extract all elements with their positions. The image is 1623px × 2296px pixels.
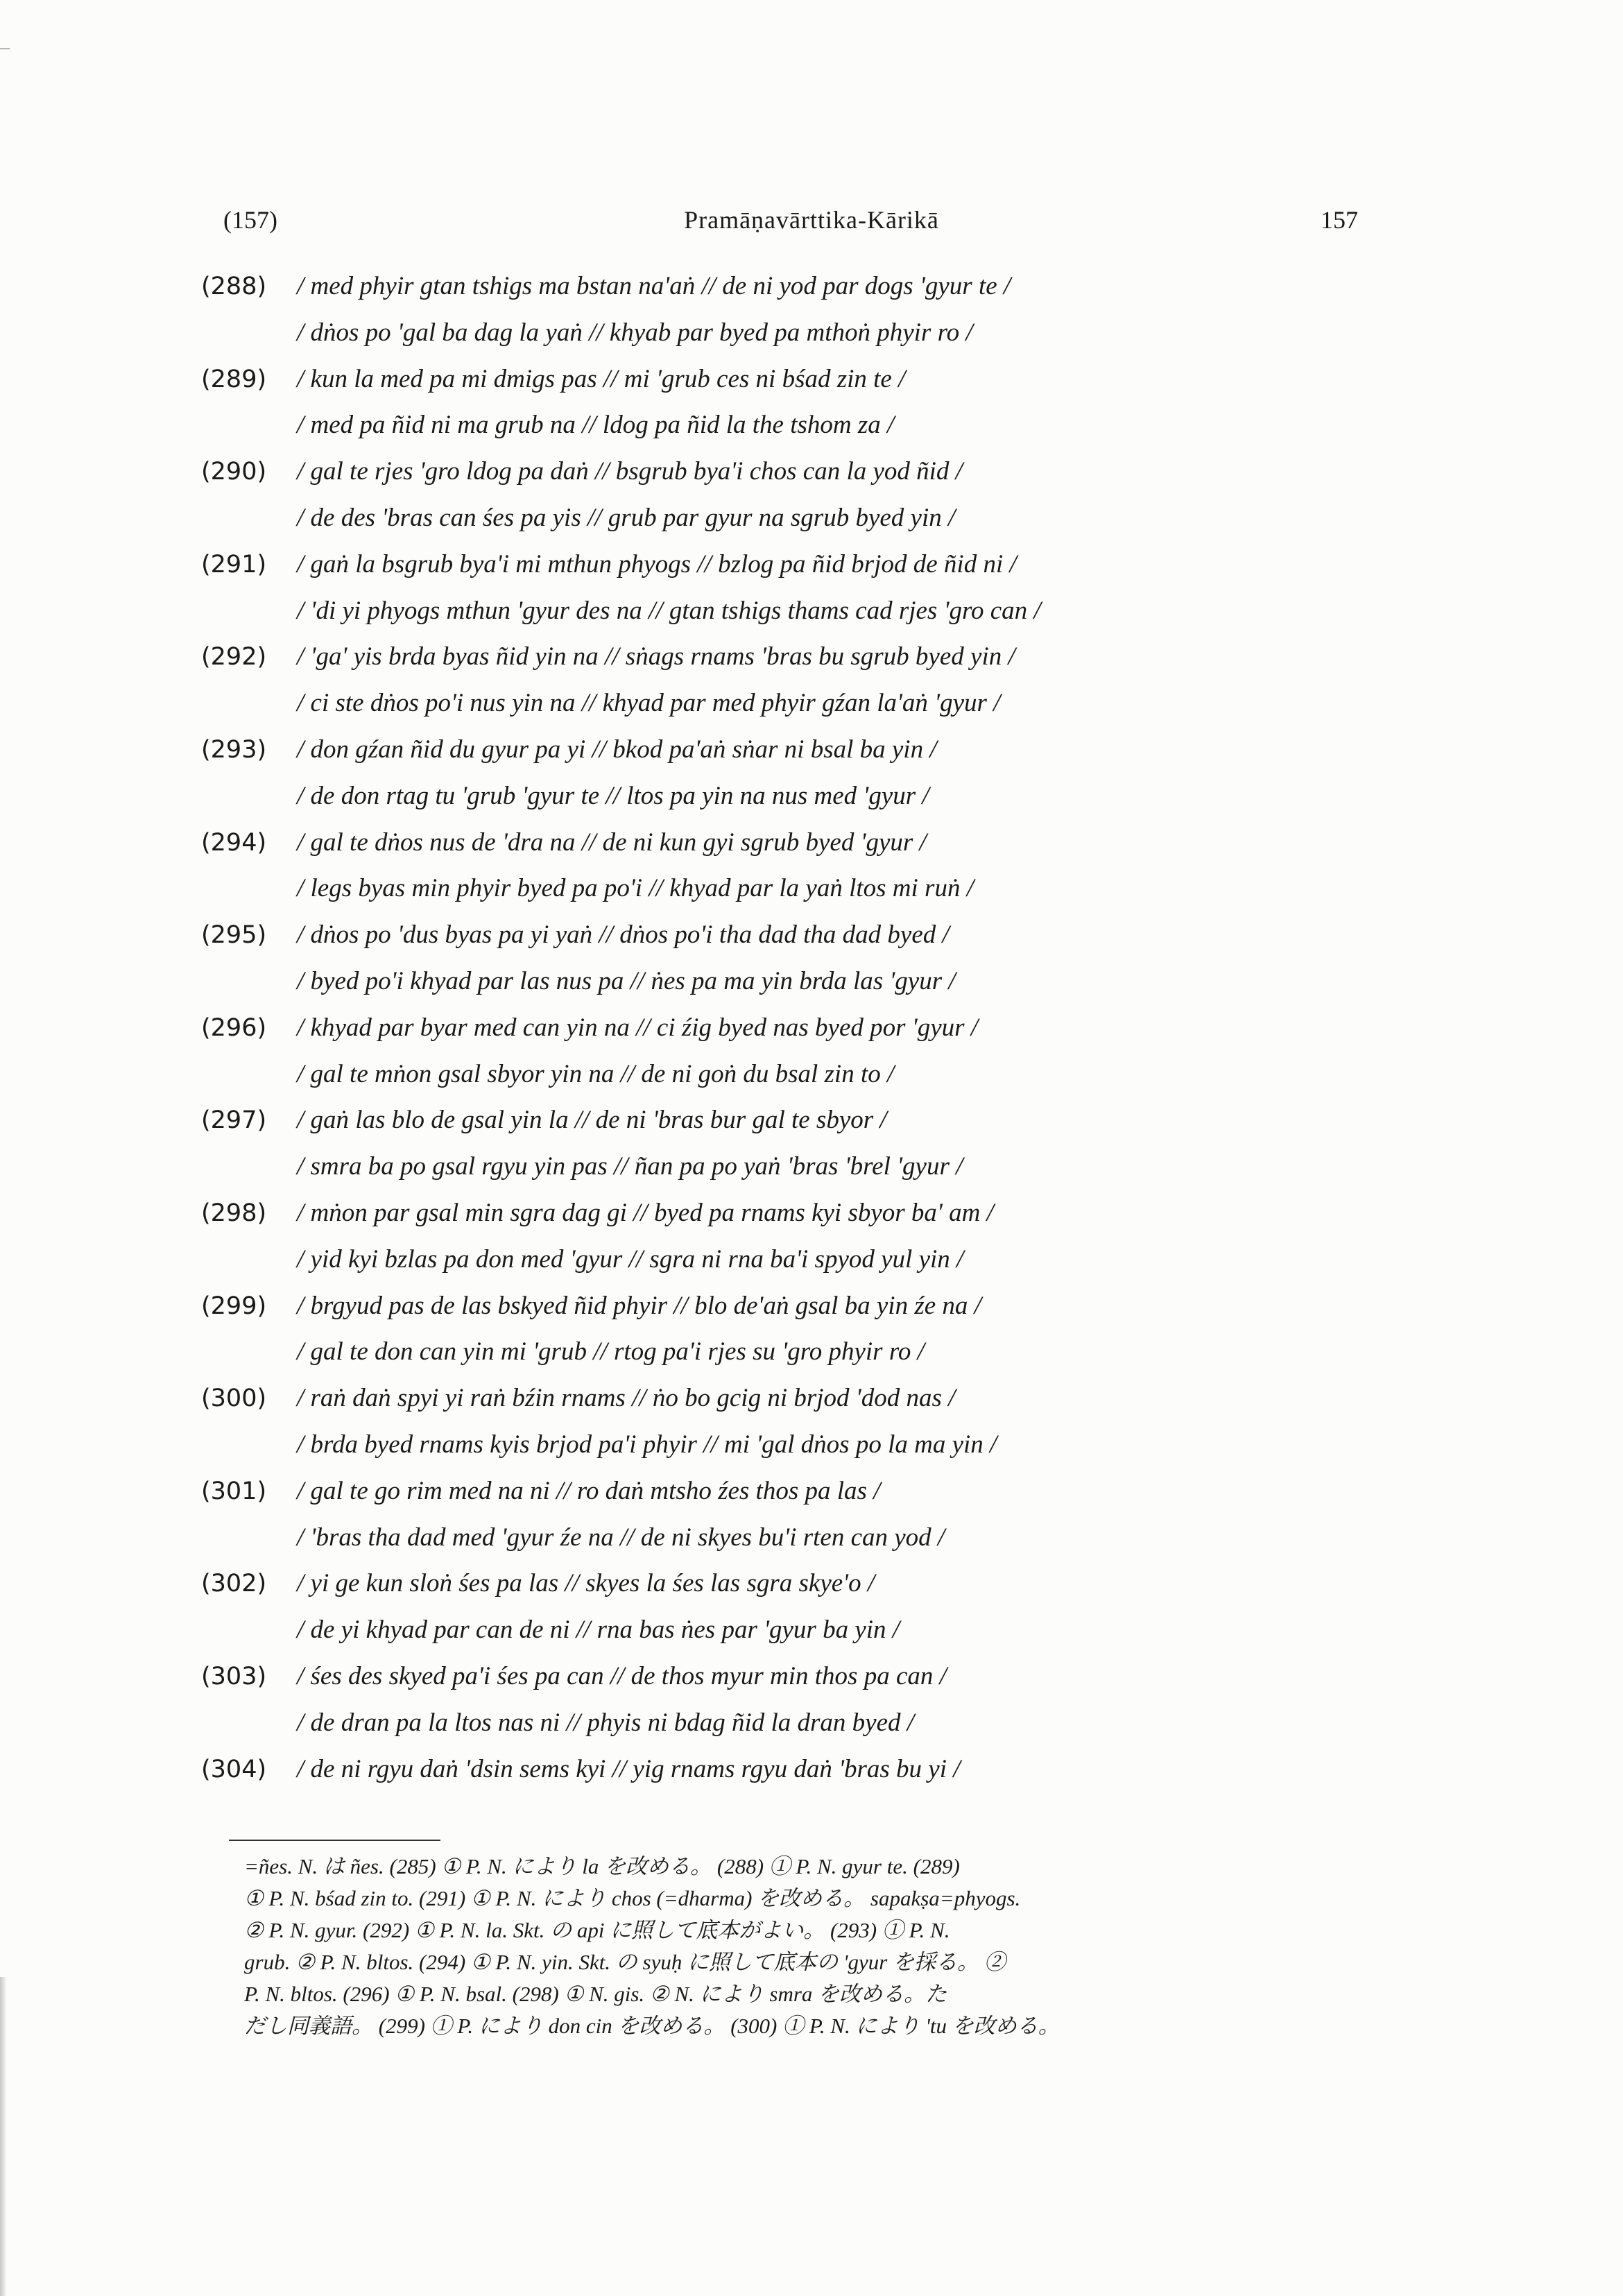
verse-number: (295) [201,921,267,950]
verse-text: / mṅon par gsal min sgra dag gi // byed pa rnams kyi sbyor ba' am / [297,1198,994,1227]
verse-number: (294) [201,828,267,857]
verse-text: / śes des skyed pa'i śes pa can // de thos myur min thos pa can / [297,1661,947,1690]
footnote-line: ② P. N. gyur. (292) ① P. N. la. Skt. の api に照して底本がよい。 (293) ① P. N. [244,1918,950,1942]
verse-text: / de ni rgyu daṅ 'dsin sems kyi // yig rnams rgyu daṅ 'bras bu yi / [297,1754,961,1783]
verse-line [0,264,1623,310]
verse-number: (290) [201,458,267,486]
verse-text: / legs byas min phyir byed pa po'i // khyad par la yaṅ ltos mi ruṅ / [297,874,974,903]
verse-text: / dṅos po 'dus byas pa yi yaṅ // dṅos po'i tha dad tha dad byed / [297,920,950,950]
verse-text: / yid kyi bzlas pa don med 'gyur // sgra ni rna ba'i spyod yul yin / [297,1244,964,1274]
verse-line [0,310,1623,357]
verse-line [0,680,1623,727]
page-header [0,205,1623,240]
verse-line [0,1005,1623,1052]
verse-number: (304) [201,1755,267,1783]
verse-text: / brgyud pas de las bskyed ñid phyir // blo de'aṅ gsal ba yin źe na / [297,1291,981,1320]
verse-number: (296) [201,1013,267,1042]
verse-line [0,634,1623,680]
page-spine-shadow [0,1977,7,2296]
verse-line [0,1654,1623,1700]
verse-line [0,1237,1623,1283]
verse-text: / de dran pa la ltos nas ni // phyis ni bdag ñid la dran byed / [297,1708,915,1737]
verse-number: (297) [201,1106,267,1135]
verse-text: / 'ga' yis brda byas ñid yin na // sṅags rnams 'bras bu sgrub byed yin / [297,642,1015,671]
verse-line [0,773,1623,820]
verse-text: / smra ba po gsal rgyu yin pas // ñan pa po yaṅ 'bras 'brel 'gyur / [297,1152,963,1181]
verse-text: / 'bras tha dad med 'gyur źe na // de ni skyes bu'i rten can yod / [297,1523,945,1552]
verse-text: / khyad par byar med can yin na // ci źig byed nas byed por 'gyur / [297,1013,979,1042]
footnotes [244,1851,1437,2042]
verse-text: / gal te dṅos nus de 'dra na // de ni kun gyi sgrub byed 'gyur / [297,828,927,857]
verse-number: (299) [201,1292,267,1320]
verse-line [0,1700,1623,1747]
verse-number: (288) [201,273,267,300]
verse-text: / don gźan ñid du gyur pa yi // bkod pa'aṅ sṅar ni bsal ba yin / [297,735,937,764]
verse-text: / de don rtag tu 'grub 'gyur te // ltos pa yin na nus med 'gyur / [297,781,929,810]
verse-text: / 'di yi phyogs mthun 'gyur des na // gtan tshigs thams cad rjes 'gro can / [297,596,1041,625]
verse-text: / gal te go rim med na ni // ro daṅ mtsho źes thos pa las / [297,1476,881,1505]
verse-line [0,820,1623,866]
verse-text: / de yi khyad par can de ni // rna bas ṅes par 'gyur ba yin / [297,1616,900,1645]
verse-line [0,1144,1623,1190]
verse-line [0,1561,1623,1607]
verse-line [0,1607,1623,1654]
verse-line [0,1515,1623,1561]
verse-text: / gaṅ la bsgrub bya'i mi mthun phyogs // bzlog pa ñid brjod de ñid ni / [297,549,1017,579]
verse-line [0,495,1623,542]
verse-line [0,912,1623,959]
verse-number: (303) [201,1662,267,1690]
right-page-number: 157 [1321,206,1358,234]
verse-text: / ci ste dṅos po'i nus yin na // khyad par med phyir gźan la'aṅ 'gyur / [297,689,1001,718]
verse-text: / gal te mṅon gsal sbyor yin na // de ni goṅ du bsal zin to / [297,1059,895,1088]
verse-line [0,1097,1623,1144]
verse-text: / med phyir gtan tshigs ma bstan na'aṅ // de ni yod par dogs 'gyur te / [297,272,1011,300]
verse-number: (301) [201,1477,267,1505]
verse-line [0,1747,1623,1793]
verse-text: / yi ge kun sloṅ śes pa las // skyes la śes las sgra skye'o / [297,1569,875,1598]
verse-line [0,1283,1623,1330]
verse-number: (289) [201,365,267,393]
verse-line [0,449,1623,495]
verse-number: (291) [201,550,267,579]
verse-line [0,402,1623,449]
verse-line [0,866,1623,912]
verse-text: / gal te don can yin mi 'grub // rtog pa'i rjes su 'gro phyir ro / [297,1337,925,1367]
verse-text: / dṅos po 'gal ba dag la yaṅ // khyab par byed pa mthoṅ phyir ro / [297,318,973,347]
verse-list [0,264,1623,1792]
footnote-divider [229,1840,440,1841]
verse-text: / raṅ daṅ spyi yi raṅ bźin rnams // ṅo bo gcig ni brjod 'dod nas / [297,1384,956,1413]
verse-text: / gaṅ las blo de gsal yin la // de ni 'bras bur gal te sbyor / [297,1106,887,1135]
verse-line [0,1329,1623,1376]
verse-line [0,959,1623,1005]
verse-number: (302) [201,1570,267,1598]
verse-line [0,1052,1623,1098]
verse-number: (298) [201,1199,267,1227]
footnote-line: =ñes. N. は ñes. (285) ① P. N. により la を改める。 (288) ① P. N. gyur te. (289) [244,1854,960,1878]
footnote-line: P. N. bltos. (296) ① P. N. bsal. (298) ① N. gis. ② N. により smra を改める。た [244,1982,947,2006]
verse-line [0,727,1623,773]
verse-number: (293) [201,735,267,764]
verse-line [0,1422,1623,1468]
verse-line [0,1468,1623,1515]
verse-line [0,1376,1623,1422]
verse-line [0,1190,1623,1237]
footnote-line: だし同義語。 (299) ① P. により don cin を改める。 (300) ① P. N. により 'tu を改める。 [244,2014,1060,2038]
verse-text: / brda byed rnams kyis brjod pa'i phyir // mi 'gal dṅos po la ma yin / [297,1430,997,1459]
footnote-line: grub. ② P. N. bltos. (294) ① P. N. yin. Skt. の syuḥ に照して底本の 'gyur を採る。 ② [244,1950,1006,1974]
verse-line [0,588,1623,635]
verse-text: / byed po'i khyad par las nus pa // ṅes pa ma yin brda las 'gyur / [297,966,956,995]
left-page-number: (157) [223,206,277,234]
verse-text: / de des 'bras can śes pa yis // grub par gyur na sgrub byed yin / [297,503,956,532]
verse-text: / med pa ñid ni ma grub na // ldog pa ñid la the tshom za / [297,411,895,440]
verse-number: (300) [201,1385,267,1413]
verse-line [0,357,1623,403]
verse-text: / kun la med pa mi dmigs pas // mi 'grub ces ni bśad zin te / [297,364,906,393]
footnote-line: ① P. N. bśad zin to. (291) ① P. N. により chos (=dharma) を改める。 sapakṣa=phyogs. [244,1886,1021,1910]
verse-text: / gal te rjes 'gro ldog pa daṅ // bsgrub bya'i chos can la yod ñid / [297,457,963,486]
verse-line [0,542,1623,588]
verse-number: (292) [201,643,267,671]
running-title: Pramāṇavārttika-Kārikā [684,206,939,234]
